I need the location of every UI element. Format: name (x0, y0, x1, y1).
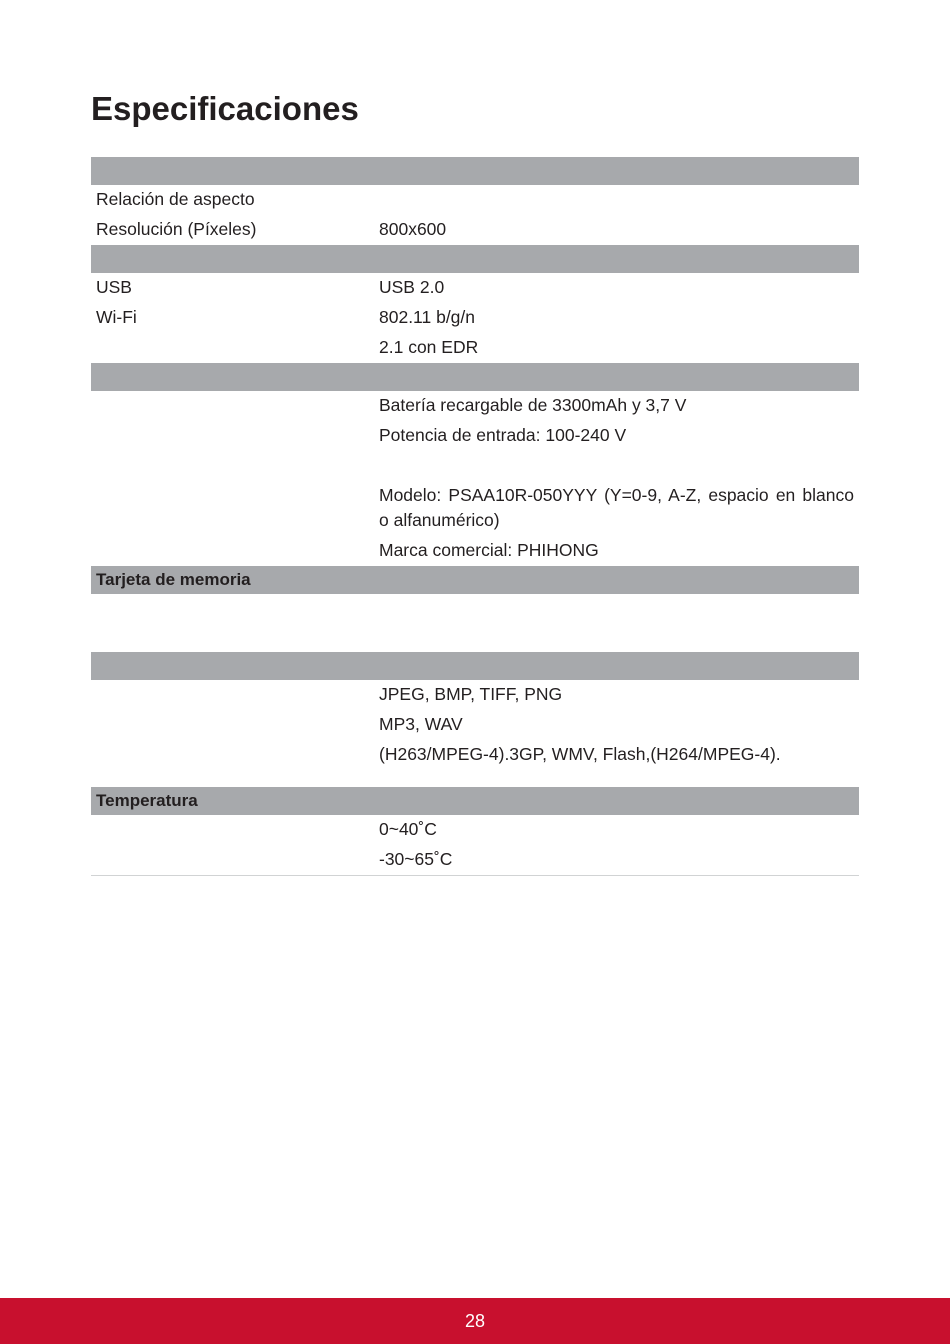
row-label: Resolución (Píxeles) (96, 219, 257, 239)
row-value: USB 2.0 (379, 277, 445, 297)
row-label (91, 393, 379, 418)
table-row (91, 815, 859, 845)
table-row (91, 303, 859, 333)
row-value: 0~40˚C (379, 819, 437, 839)
row-label: USB (96, 277, 132, 297)
table-row (91, 391, 859, 421)
row-value: (H263/MPEG-4).3GP, WMV, Flash,(H264/MPEG-4). (379, 744, 781, 764)
section-header-display (91, 157, 859, 185)
page-title: Especificaciones (91, 90, 359, 127)
section-header-formats (91, 652, 859, 680)
row-value: Marca comercial: PHIHONG (379, 540, 599, 560)
row-value: JPEG, BMP, TIFF, PNG (379, 684, 563, 704)
row-value: 2.1 con EDR (379, 337, 479, 357)
row-label (91, 712, 379, 737)
table-row (91, 536, 859, 566)
row-spacer (91, 594, 859, 652)
table-row (91, 273, 859, 303)
footer-bar (0, 1298, 950, 1344)
row-value: MP3, WAV (379, 714, 463, 734)
row-label (91, 538, 379, 563)
row-value (379, 187, 859, 212)
section-header-memory-card: Tarjeta de memoria (91, 566, 859, 594)
row-label (91, 423, 379, 448)
row-label (91, 742, 379, 767)
table-row (91, 845, 859, 876)
row-value: Modelo: PSAA10R-050YYY (Y=0-9, A-Z, espacio en blanco o alfanumérico) (379, 485, 854, 530)
table-row (91, 710, 859, 740)
specifications-table (91, 157, 859, 876)
row-label: Wi-Fi (96, 307, 137, 327)
row-label (91, 847, 379, 872)
row-label (91, 682, 379, 707)
table-row (91, 421, 859, 451)
row-value: Potencia de entrada: 100-240 V (379, 425, 627, 445)
row-label (91, 817, 379, 842)
section-header-power (91, 363, 859, 391)
row-label (91, 483, 379, 533)
table-row (91, 215, 859, 245)
row-spacer (91, 770, 859, 787)
row-value: -30~65˚C (379, 849, 453, 869)
row-spacer (91, 451, 859, 481)
row-value: Batería recargable de 3300mAh y 3,7 V (379, 395, 687, 415)
table-row (91, 680, 859, 710)
table-row (91, 333, 859, 363)
row-label (91, 335, 379, 360)
section-header-temperature: Temperatura (91, 787, 859, 815)
section-header-connectivity (91, 245, 859, 273)
page-number: 28 (464, 1310, 486, 1331)
row-value: 802.11 b/g/n (379, 307, 476, 327)
table-row (91, 481, 859, 536)
table-row (91, 740, 859, 770)
row-label: Relación de aspecto (96, 189, 255, 209)
row-value: 800x600 (379, 219, 447, 239)
table-row (91, 185, 859, 215)
